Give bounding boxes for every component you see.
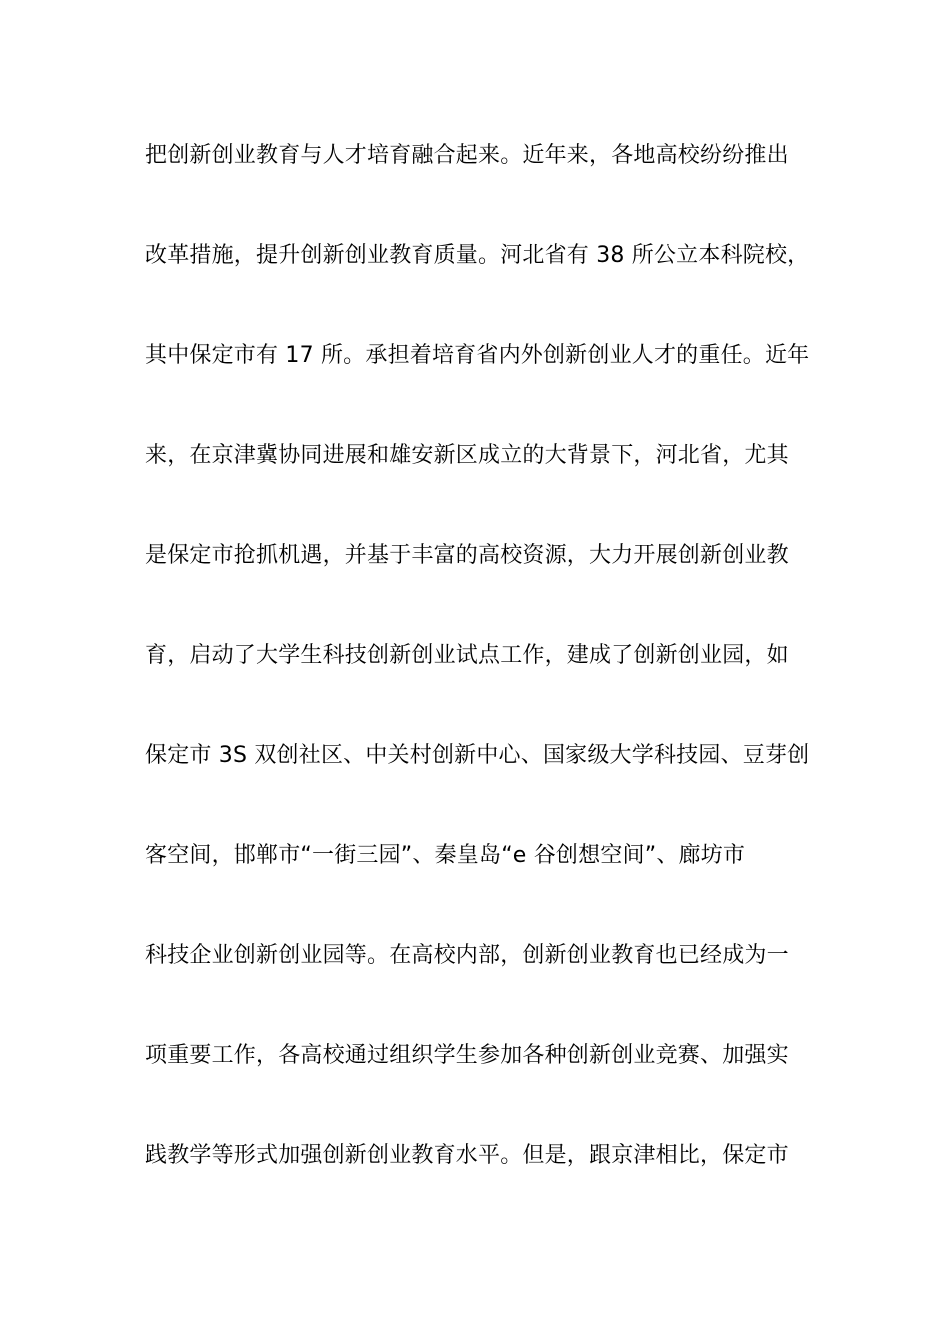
text-line: 项重要工作，各高校通过组织学生参加各种创新创业竞赛、加强实 [145, 1043, 789, 1068]
text-line: 科技企业创新创业园等。在高校内部，创新创业教育也已经成为一 [145, 943, 789, 968]
text-line: 改革措施，提升创新创业教育质量。河北省有 38 所公立本科院校， [145, 243, 810, 268]
text-line: 把创新创业教育与人才培育融合起来。近年来，各地高校纷纷推出 [145, 143, 789, 168]
body-paragraph [145, 133, 815, 1233]
text-line: 是保定市抢抓机遇，并基于丰富的高校资源，大力开展创新创业教 [145, 543, 789, 568]
text-line: 践教学等形式加强创新创业教育水平。但是，跟京津相比，保定市 [145, 1143, 789, 1168]
text-line: 客空间，邯郸市“一街三园”、秦皇岛“e 谷创想空间”、廊坊市 [145, 843, 746, 868]
text-line: 其中保定市有 17 所。承担着培育省内外创新创业人才的重任。近年 [145, 343, 810, 368]
text-line: 育，启动了大学生科技创新创业试点工作，建成了创新创业园，如 [145, 643, 789, 668]
text-line: 来，在京津冀协同进展和雄安新区成立的大背景下，河北省，尤其 [145, 443, 789, 468]
text-line: 保定市 3S 双创社区、中关村创新中心、国家级大学科技园、豆芽创 [145, 743, 810, 768]
